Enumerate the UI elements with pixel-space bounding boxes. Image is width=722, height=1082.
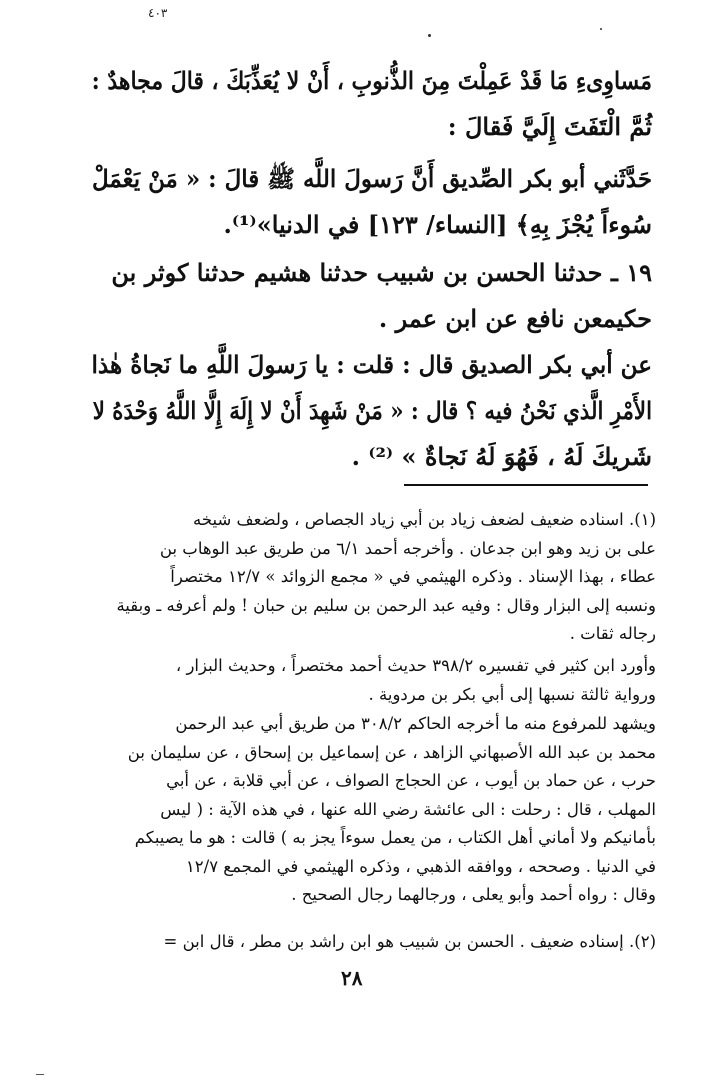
page-number: ٢٨	[341, 966, 363, 990]
hadith-number-line: ١٩ ـ حدثنا الحسن بن شبيب حدثنا هشيم حدثنا كوثر بن	[111, 258, 652, 287]
main-line: مَساوِىءِ مَا قَدْ عَمِلْتَ مِنَ الذُّنوبِ ، أَنْ لا يُعَذِّبَكَ ، قالَ مجاهدٌ :	[91, 66, 652, 95]
speck-mark	[428, 34, 431, 37]
footnote-line: بأمانيكم ولا أماني أهل الكتاب ، من يعمل سوءاً يجز به ) قالت : هو ما يصيبكم	[134, 828, 656, 847]
footnote-separator	[404, 484, 648, 486]
footnote-line: على بن زيد وهو ابن جدعان . وأخرجه أحمد ٦/١ من طريق عبد الوهاب بن	[159, 538, 656, 558]
footnote-line: وأورد ابن كثير في تفسيره ٣٩٨/٢ حديث أحمد مختصراً ، وحديث البزار ،	[175, 656, 656, 675]
hadith-line: عن أبي بكر الصديق قال : قلت : يا رَسولَ اللَّهِ ما نَجاةُ هٰذا	[91, 350, 653, 379]
footnote-line: ونسبه إلى البزار وقال : وفيه عبد الرحمن بن سليم بن حبان ! ولم أعرفه ـ وبقية	[116, 595, 656, 615]
footnotes	[86, 652, 656, 709]
footnote-line: رجاله ثقات .	[569, 624, 656, 643]
hadith-line: سُوءاً يُجْزَ بِهِ﴾ [النساء/ ١٢٣] في الدنيا»⁽¹⁾.	[223, 210, 652, 239]
footnotes	[86, 506, 656, 649]
isnad-line: حكيمعن نافع عن ابن عمر .	[378, 304, 652, 333]
speck-mark	[600, 28, 602, 30]
footnote-line: محمد بن عبد الله الأصبهاني الزاهد ، عن إسماعيل بن إسحاق ، عن سليمان بن	[127, 742, 656, 762]
footnote-line: ورواية ثالثة نسبها إلى أبي بكر بن مردوية .	[368, 684, 656, 704]
page-header-mark: ٤٠٣	[148, 6, 168, 20]
footnotes	[86, 928, 656, 957]
main-text	[92, 58, 652, 150]
footnotes	[86, 710, 656, 910]
hadith-line: الأَمْرِ الَّذي نَحْنُ فيه ؟ قال : « مَنْ شَهِدَ أَنْ لا إِلَهَ إِلَّا اللَّهُ وَحْدَهُ لا	[92, 396, 652, 425]
hadith-line: شَريكَ لَهُ ، فَهُوَ لَهُ نَجاةٌ » ⁽²⁾ .	[351, 442, 652, 471]
footnote-line: عطاء ، بهذا الإسناد . وذكره الهيثمي في « مجمع الزوائد » ١٢/٧ مختصراً	[170, 567, 656, 586]
footnote-line: في الدنيا . وصححه ، ووافقه الذهبي ، وذكره الهيثمي في المجمع ١٢/٧	[185, 856, 656, 876]
edge-mark	[36, 1074, 44, 1075]
hadith-line: حَدَّثَني أبو بكر الصِّديق أَنَّ رَسولَ اللَّه ﷺ قالَ : « مَنْ يَعْمَلْ	[92, 164, 653, 193]
footnote-line: ويشهد للمرفوع منه ما أخرجه الحاكم ٣٠٨/٢ من طريق أبي عبد الرحمن	[175, 714, 656, 733]
main-line: ثُمَّ الْتَفَتَ إِلَيَّ فَقالَ :	[447, 112, 652, 141]
main-text	[92, 156, 652, 248]
footnote-line: المهلب ، قال : رحلت : الى عائشة رضي الله عنها ، في هذه الآية : ( ليس	[160, 799, 656, 819]
main-text	[92, 342, 652, 480]
footnote-line: وقال : رواه أحمد وأبو يعلى ، ورجالهما رجال الصحيح .	[291, 885, 656, 904]
footnote-line: حرب ، عن حماد بن أيوب ، عن الحجاج الصواف ، عن أبي قلابة ، عن أبي	[166, 771, 656, 790]
main-text	[92, 250, 652, 342]
footnote-line: (٢). إسناده ضعيف . الحسن بن شبيب هو ابن راشد بن مطر ، قال ابن =	[163, 932, 656, 951]
footnote-line: (١). اسناده ضعيف لضعف زياد بن أبي زياد الجصاص ، ولضعف شيخه	[193, 510, 656, 529]
